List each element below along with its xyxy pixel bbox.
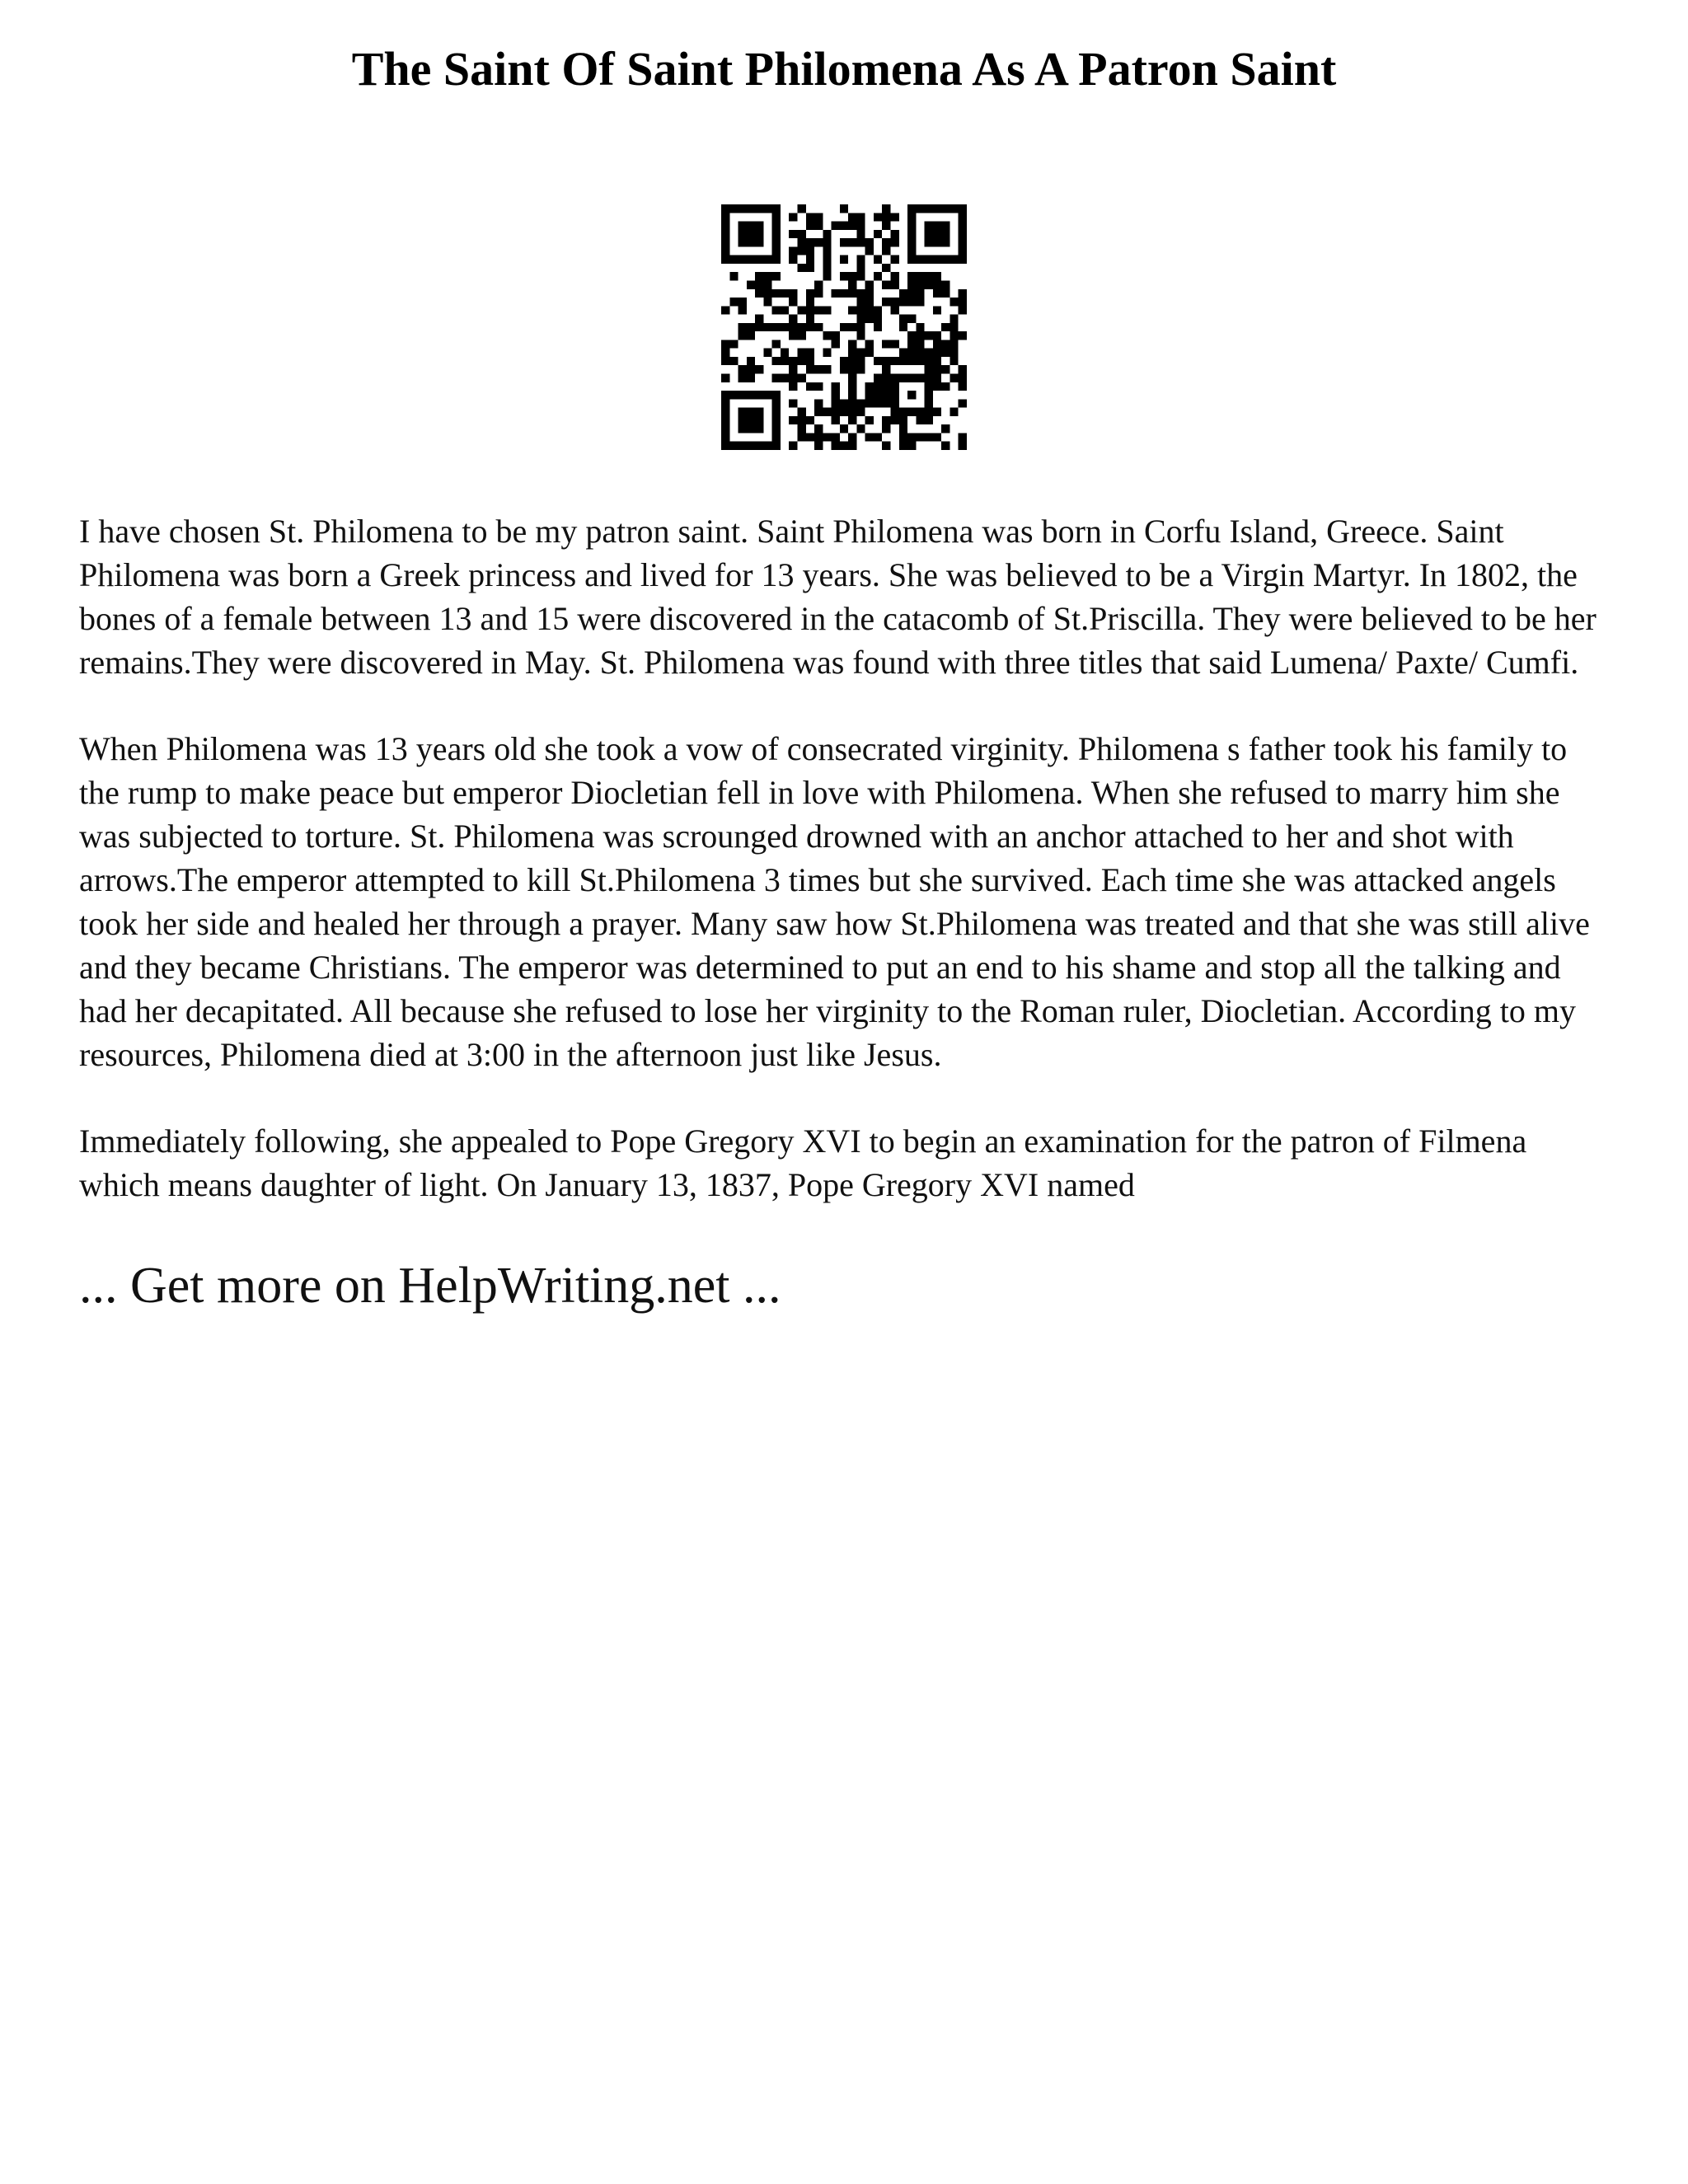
paragraph: When Philomena was 13 years old she took a vow of consecrated virginity. Philomena s father took his family to the rump to make peace but emperor Diocletian fell in love with Philomena. When she refused to marry him she was subjected to torture. St. Philomena was scrounged drowned with an anchor attached to her and shot with arrows.The emperor attempted to kill St.Philomena 3 times but she survived. Each time she was attacked angels took her side and healed her through a prayer. Many saw how St.Philomena was treated and that she was still alive and they became Christians. The emperor was determined to put an end to his shame and stop all the talking and had her decapitated. All because she refused to lose her virginity to the Roman ruler, Diocletian. According to my resources, Philomena died at 3:00 in the afternoon just like Jesus. <box>79 730 1590 1073</box>
get-more-link[interactable]: ... Get more on HelpWriting.net ... <box>79 1258 781 1314</box>
body-text <box>79 509 1609 1207</box>
qr-code-icon <box>721 204 967 450</box>
qr-code-graphic <box>721 204 967 450</box>
paragraph: Immediately following, she appealed to Pope Gregory XVI to begin an examination for the patron of Filmena which means daughter of light. On January 13, 1837, Pope Gregory XVI named <box>79 1122 1527 1203</box>
paragraph: I have chosen St. Philomena to be my patron saint. Saint Philomena was born in Corfu Island, Greece. Saint Philomena was born a Greek princess and lived for 13 years. She was believed to be a Virgin Martyr. In 1802, the bones of a female between 13 and 15 were discovered in the catacomb of St.Priscilla. They were believed to be her remains.They were discovered in May. St. Philomena was found with three titles that said Lumena/ Paxte/ Cumfi. <box>79 513 1597 681</box>
page-title: The Saint Of Saint Philomena As A Patron Saint <box>351 42 1337 96</box>
